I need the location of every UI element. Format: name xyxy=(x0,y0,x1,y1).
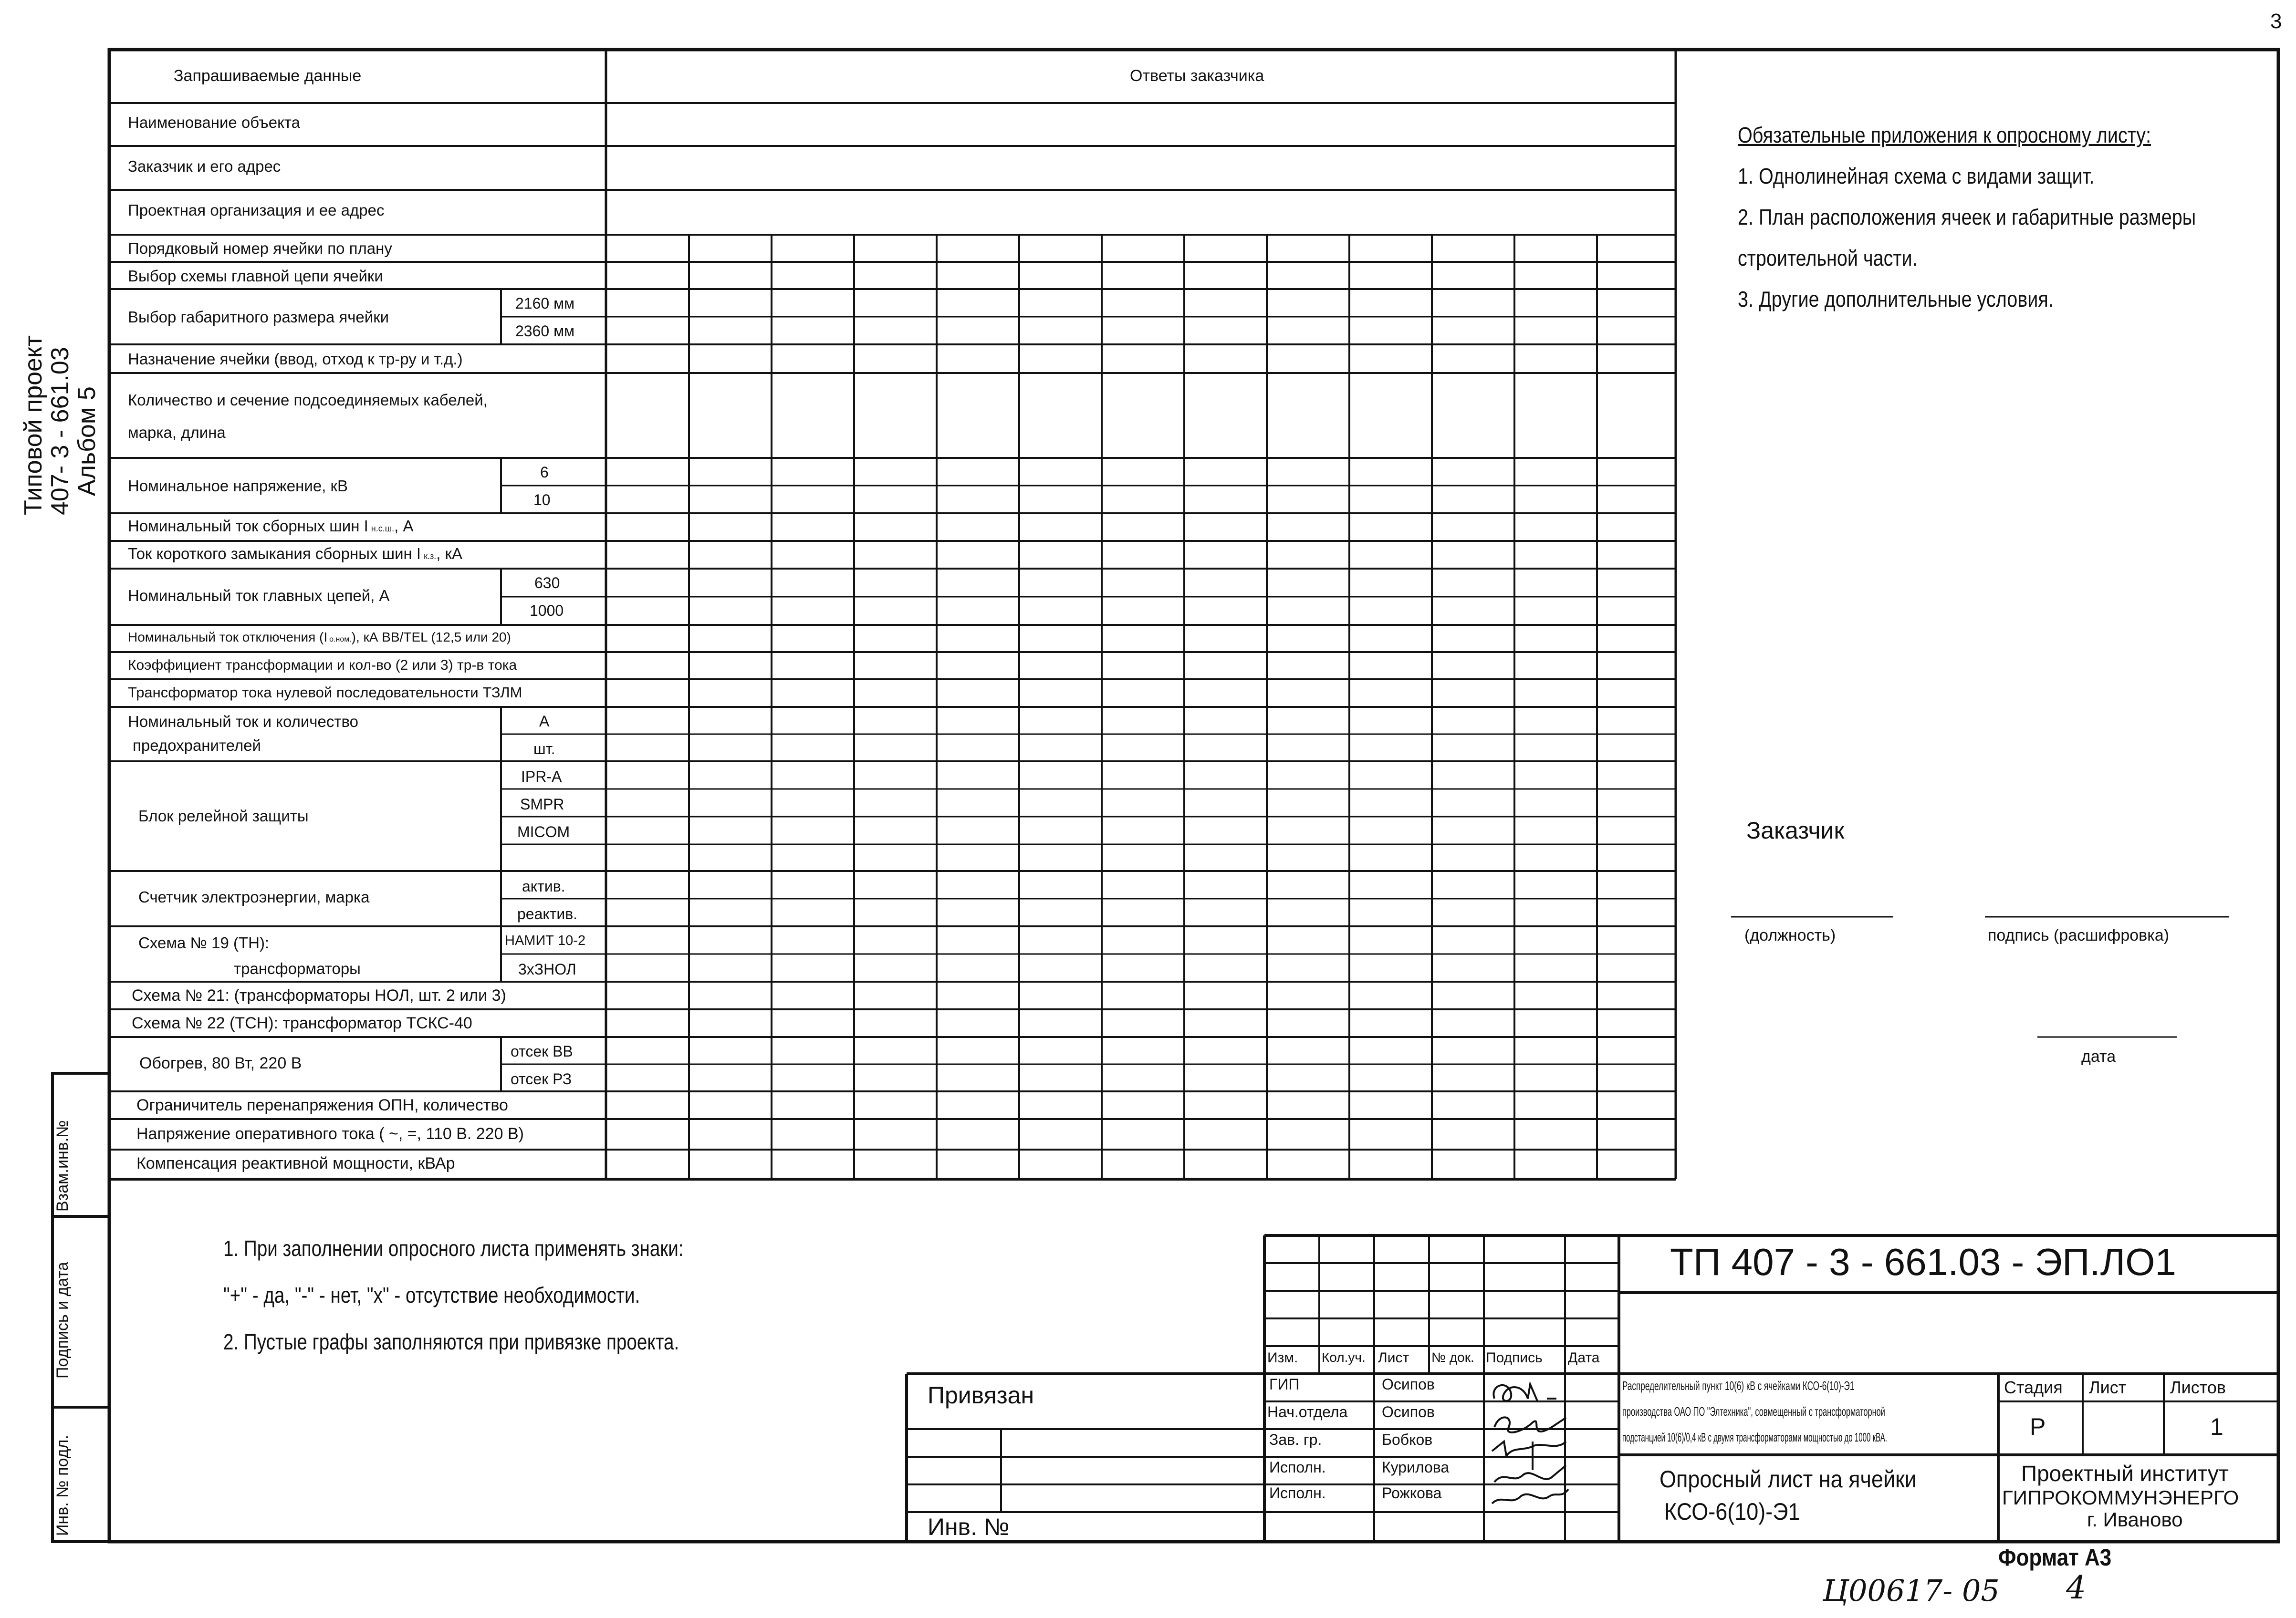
staff-name-ispoln-2: Рожкова xyxy=(1382,1484,1442,1502)
side-stamp-line1: Типовой проект xyxy=(20,335,47,515)
attachment-2: 2. План расположения ячеек и габаритные размеры xyxy=(1738,205,2196,229)
side-stamp-line3: Альбом 5 xyxy=(73,386,101,496)
hdr-podpis: Подпись xyxy=(1486,1350,1543,1366)
hdr-list: Лист xyxy=(1378,1350,1409,1366)
staff-name-ispoln-1: Курилова xyxy=(1382,1459,1450,1476)
row-cell-size: Выбор габаритного размера ячейки xyxy=(128,308,389,326)
org-line-2: ГИПРОКОММУНЭНЕРГО xyxy=(2002,1486,2239,1509)
row-zero-seq-ct: Трансформатор тока нулевой последовательности ТЗЛМ xyxy=(128,684,522,701)
row-cell-purpose: Назначение ячейки (ввод, отход к тр-ру и т.д.) xyxy=(128,350,463,368)
row-surge-arrester: Ограничитель перенапряжения ОПН, количество xyxy=(136,1096,508,1114)
row-breaking-current-index: о.ном. xyxy=(329,635,352,643)
note-1: 1. При заполнении опросного листа применять знаки: xyxy=(223,1236,684,1261)
row-main-circuit: Выбор схемы главной цепи ячейки xyxy=(128,267,383,285)
row-cables-2: марка, длина xyxy=(128,424,226,441)
col-header-answers: Ответы заказчика xyxy=(1130,67,1264,85)
row-scheme-19-2: трансформаторы xyxy=(234,960,361,977)
row-heating: Обогрев, 80 Вт, 220 В xyxy=(139,1054,302,1072)
stage-label: Стадия xyxy=(2004,1378,2063,1397)
signature-scribbles xyxy=(1485,1375,1585,1513)
side-stamp-line2: 407- 3 - 661.03 xyxy=(46,347,74,515)
format-label: Формат А3 xyxy=(1998,1544,2112,1571)
row-breaking-current-tail: ), кА BB/TEL (12,5 или 20) xyxy=(351,630,511,644)
row-busbar-current-index: н.с.ш. xyxy=(371,524,395,533)
handwritten-sheet-number: 4 xyxy=(2066,1569,2086,1606)
row-breaking-current xyxy=(128,630,511,645)
sub-ipr-a: IPR-A xyxy=(521,768,562,785)
row-short-circuit-tail: , кА xyxy=(436,545,463,562)
sub-3xznol: 3хЗНОЛ xyxy=(518,961,576,978)
row-customer-address: Заказчик и его адрес xyxy=(128,157,281,175)
doc-code: ТП 407 - 3 - 661.03 - ЭП.ЛО1 xyxy=(1670,1241,2176,1283)
row-operating-voltage: Напряжение оперативного тока ( ~, =, 110 В. 220 В) xyxy=(136,1125,524,1143)
sub-630: 630 xyxy=(534,574,560,591)
row-busbar-current-tail: , А xyxy=(394,517,414,535)
sub-10: 10 xyxy=(533,491,551,508)
stage-value: Р xyxy=(2030,1413,2046,1440)
staff-role-nach: Нач.отдела xyxy=(1267,1403,1348,1421)
attachment-2b: строительной части. xyxy=(1738,246,1918,270)
sub-smpr: SMPR xyxy=(520,796,564,813)
row-busbar-current-label: Номинальный ток сборных шин I xyxy=(128,517,368,535)
attachment-1: 1. Однолинейная схема с видами защит. xyxy=(1738,164,2095,188)
row-main-current: Номинальный ток главных цепей, А xyxy=(128,587,390,604)
row-design-org: Проектная организация и ее адрес xyxy=(128,201,385,219)
doc-title-2: КСО-6(10)-Э1 xyxy=(1664,1498,1800,1525)
hdr-izm: Изм. xyxy=(1267,1350,1298,1366)
attachments-title: Обязательные приложения к опросному листу: xyxy=(1738,123,2151,147)
privyazan-label: Привязан xyxy=(928,1382,1034,1409)
staff-role-zav: Зав. гр. xyxy=(1269,1431,1322,1448)
org-line-3: г. Иваново xyxy=(2087,1508,2183,1531)
staff-role-ispoln-1: Исполн. xyxy=(1269,1459,1326,1476)
staff-name-zav: Бобков xyxy=(1382,1431,1433,1448)
customer-title: Заказчик xyxy=(1746,817,1845,844)
sub-reactive: реактив. xyxy=(517,905,578,923)
sheets-label: Листов xyxy=(2170,1378,2226,1397)
hdr-kol-uch: Кол.уч. xyxy=(1322,1350,1366,1365)
sheet-label: Лист xyxy=(2089,1378,2127,1397)
row-short-circuit-label: Ток короткого замыкания сборных шин I xyxy=(128,545,421,562)
customer-signature: подпись (расшифровка) xyxy=(1988,926,2170,944)
row-fuses: Номинальный ток и количество xyxy=(128,713,358,730)
sub-1000: 1000 xyxy=(530,602,564,619)
handwritten-archive-number: Ц00617- 05 xyxy=(1823,1573,2000,1608)
sub-active: актив. xyxy=(522,878,565,895)
sub-compartment-vv: отсек ВВ xyxy=(511,1043,573,1060)
staff-name-nach: Осипов xyxy=(1382,1403,1435,1421)
sub-micom: MICOM xyxy=(517,823,570,840)
note-2: 2. Пустые графы заполняются при привязке проекта. xyxy=(223,1329,679,1354)
row-busbar-current xyxy=(128,517,414,535)
row-voltage: Номинальное напряжение, кВ xyxy=(128,477,348,495)
attachment-3: 3. Другие дополнительные условия. xyxy=(1738,287,2054,311)
note-1b: "+" - да, "-" - нет, "х" - отсутствие необходимости. xyxy=(223,1283,640,1307)
page-number: 3 xyxy=(2270,10,2282,33)
row-ct-ratio: Коэффициент трансформации и кол-во (2 или 3) тр-в тока xyxy=(128,657,517,673)
staff-role-ispoln-2: Исполн. xyxy=(1269,1484,1326,1502)
sub-fuse-pcs: шт. xyxy=(533,740,555,757)
desc-line-2: производства ОАО ПО "Элтехника", совмещенный с трансформаторной xyxy=(1622,1404,1885,1419)
sub-namit: НАМИТ 10-2 xyxy=(505,933,586,948)
row-short-circuit xyxy=(128,545,462,563)
staff-role-gip: ГИП xyxy=(1269,1376,1300,1393)
customer-date: дата xyxy=(2081,1048,2116,1066)
row-scheme-22: Схема № 22 (ТСН): трансформатор ТСКС-40 xyxy=(132,1014,472,1032)
desc-line-3: подстанцией 10(6)/0,4 кВ с двумя трансформаторами мощностью до 1000 кВА. xyxy=(1622,1430,1887,1444)
row-fuses-2: предохранителей xyxy=(133,736,261,754)
row-meter: Счетчик электроэнергии, марка xyxy=(138,888,370,906)
sub-fuse-a: А xyxy=(539,713,550,730)
row-scheme-19: Схема № 19 (ТН): xyxy=(138,934,270,952)
desc-line-1: Распределительный пункт 10(6) кВ с ячейками КСО-6(10)-Э1 xyxy=(1622,1379,1855,1393)
doc-title-1: Опросный лист на ячейки xyxy=(1659,1466,1917,1493)
row-relay-protection: Блок релейной защиты xyxy=(138,807,309,825)
row-short-circuit-index: к.з. xyxy=(424,551,437,561)
row-scheme-21: Схема № 21: (трансформаторы НОЛ, шт. 2 или 3) xyxy=(132,986,506,1005)
sub-compartment-rz: отсек РЗ xyxy=(511,1070,572,1088)
sub-6: 6 xyxy=(540,464,549,481)
staff-name-gip: Осипов xyxy=(1382,1376,1435,1393)
field-podpis-data: Подпись и дата xyxy=(53,1262,72,1379)
side-stamp xyxy=(19,219,115,515)
customer-position: (должность) xyxy=(1744,926,1836,944)
field-vzam-inv: Взам.инв.№ xyxy=(53,1120,72,1212)
row-reactive-comp: Компенсация реактивной мощности, кВАр xyxy=(136,1154,455,1172)
inv-no-label: Инв. № xyxy=(928,1514,1010,1540)
hdr-data: Дата xyxy=(1568,1350,1600,1366)
row-cables: Количество и сечение подсоединяемых кабелей, xyxy=(128,391,488,409)
hdr-doc-no: № док. xyxy=(1431,1350,1474,1365)
row-cell-number: Порядковый номер ячейки по плану xyxy=(128,239,392,257)
row-breaking-current-label: Номинальный ток отключения (I xyxy=(128,630,328,644)
sub-2360: 2360 мм xyxy=(515,322,575,340)
col-header-requested: Запрашиваемые данные xyxy=(174,67,362,85)
field-inv-podl: Инв. № подл. xyxy=(53,1435,72,1536)
org-line-1: Проектный институт xyxy=(2021,1461,2229,1486)
sheets-value: 1 xyxy=(2210,1413,2223,1440)
row-object-name: Наименование объекта xyxy=(128,114,300,131)
sub-2160: 2160 мм xyxy=(515,295,575,312)
